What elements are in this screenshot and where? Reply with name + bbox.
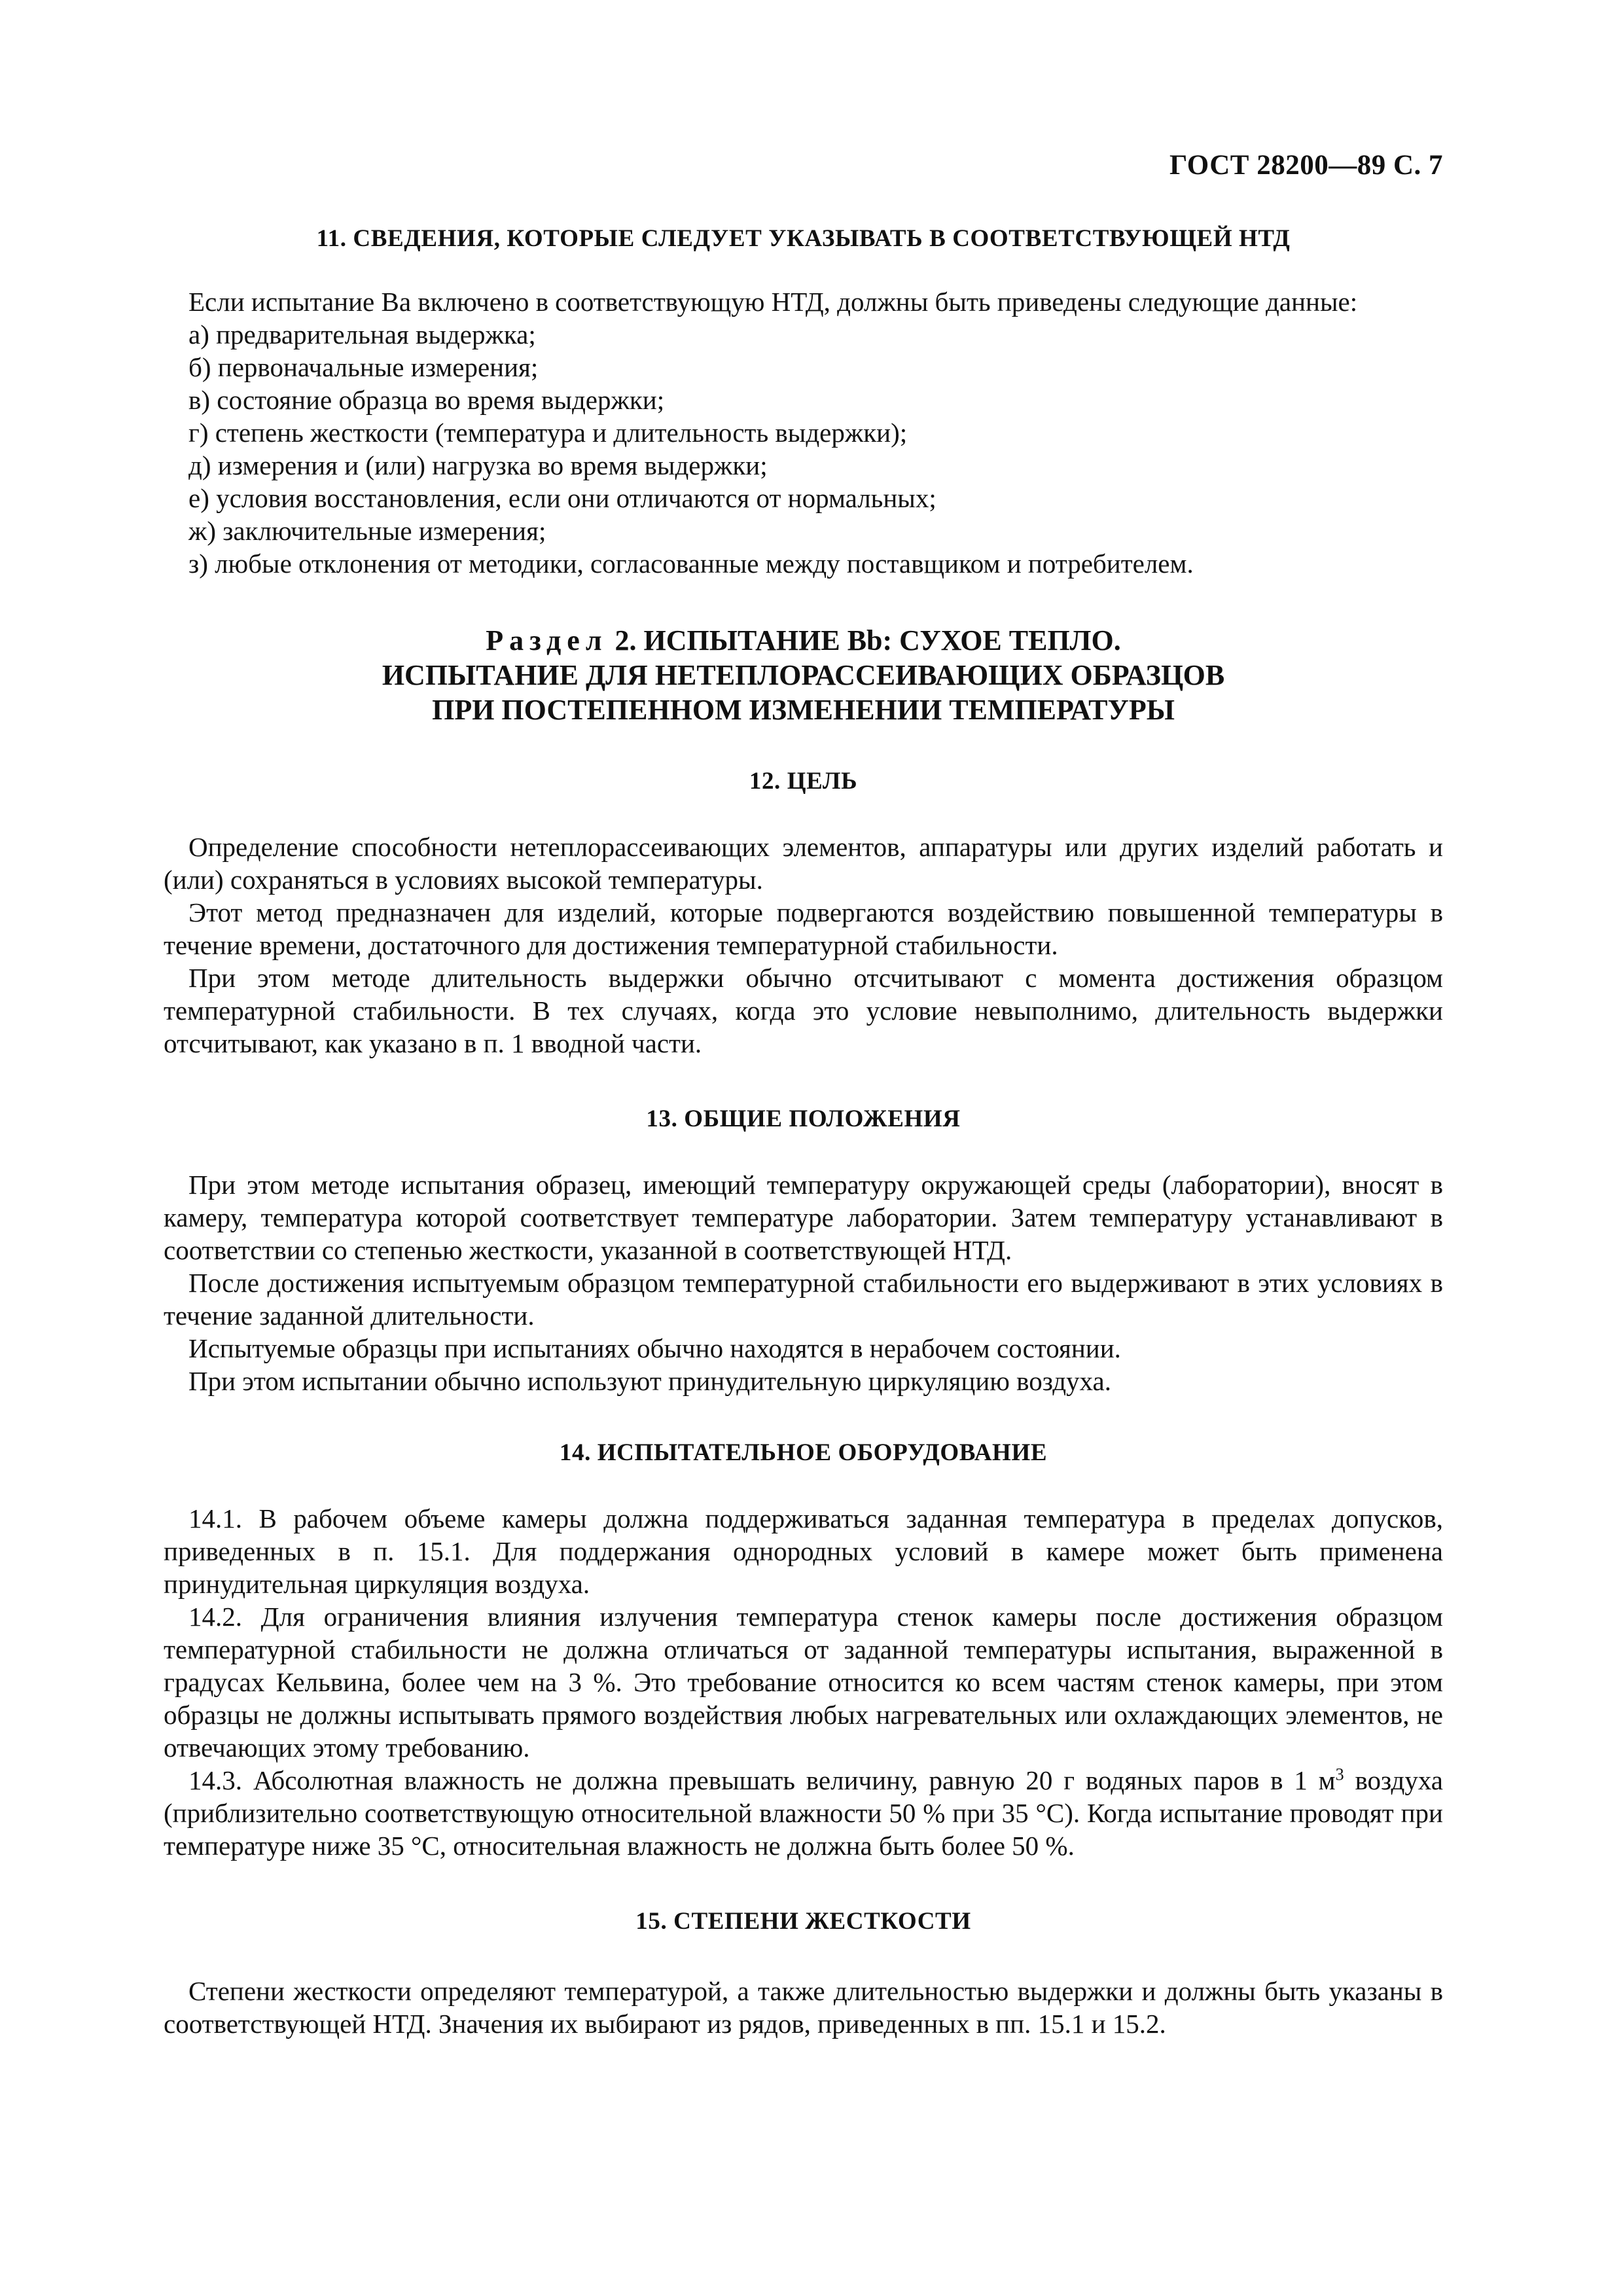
part-2-title-line-1 (164, 623, 1443, 658)
part-2-prefix: Раздел (486, 624, 608, 656)
section-13-title: 13. ОБЩИЕ ПОЛОЖЕНИЯ (646, 1105, 961, 1132)
clause-14-3 (164, 1764, 1443, 1862)
clause-14-2: 14.2. Для ограничения влияния излучения температура стенок камеры после достижения образцом температурной стабильности не должна отличаться от заданной температуры испытания, выраженной в градусах Кельвина, более чем на 3 %. Это требование относится ко всем частям стенок камеры, при этом образцы не должны испытывать прямого воздействия любых нагревательных или охлаждающих элементов, не отвечающих этому требованию. (164, 1602, 1443, 1763)
section-13 (164, 1103, 1443, 1397)
paragraph: При этом методе испытания образец, имеющий температуру окружающей среды (лаборатории), вносят в камеру, температура которой соответствует температуре лаборатории. Затем температуру устанавливают в соответствии со степенью жесткости, указанной в соответствующей НТД. (164, 1170, 1443, 1265)
superscript-3: 3 (1335, 1765, 1344, 1784)
section-12 (164, 765, 1443, 1060)
section-15 (164, 1905, 1443, 2040)
paragraph: Этот метод предназначен для изделий, которые подвергаются воздействию повышенной температуры в течение времени, достаточного для достижения температурной стабильности. (164, 897, 1443, 960)
paragraph: При этом методе длительность выдержки обычно отсчитывают с момента достижения образцом температурной стабильности. В тех случаях, когда это условие невыполнимо, длительность выдержки отсчитывают, как указано в п. 1 вводной части. (164, 963, 1443, 1058)
section-11-intro: Если испытание Ва включено в соответствующую НТД, должны быть приведены следующие данные: (188, 287, 1358, 317)
list-item: б) первоначальные измерения; (188, 352, 539, 382)
list-item: д) измерения и (или) нагрузка во время выдержки; (188, 450, 768, 480)
paragraph: При этом испытании обычно используют принудительную циркуляцию воздуха. (188, 1366, 1111, 1396)
paragraph: Степени жесткости определяют температурой, а также длительностью выдержки и должны быть указаны в соответствующей НТД. Значения их выбирают из рядов, приведенных в пп. 15.1 и 15.2. (164, 1976, 1443, 2039)
paragraph: Определение способности нетеплорассеивающих элементов, аппаратуры или других изделий работать и (или) сохраняться в условиях высокой температуры. (164, 832, 1443, 895)
part-2-title-line-2: ИСПЫТАНИЕ ДЛЯ НЕТЕПЛОРАССЕИВАЮЩИХ ОБРАЗЦОВ (382, 659, 1225, 691)
document-code-header: ГОСТ 28200—89 С. 7 (1169, 150, 1443, 181)
list-item: г) степень жесткости (температура и длительность выдержки); (188, 418, 908, 448)
section-12-title: 12. ЦЕЛЬ (749, 768, 858, 795)
paragraph: Испытуемые образцы при испытаниях обычно находятся в нерабочем состоянии. (188, 1333, 1121, 1363)
list-item: з) любые отклонения от методики, согласованные между поставщиком и потребителем. (188, 548, 1194, 579)
document-body (164, 223, 1443, 2040)
list-item: а) предварительная выдержка; (188, 319, 536, 350)
section-11-title: 11. СВЕДЕНИЯ, КОТОРЫЕ СЛЕДУЕТ УКАЗЫВАТЬ В СООТВЕТСТВУЮЩЕЙ НТД (316, 225, 1291, 252)
section-14 (164, 1437, 1443, 1862)
list-item: ж) заключительные измерения; (188, 516, 546, 546)
clause-14-3-end: воздуха (приблизительно соответствующую относительной влажности 50 % при 35 °С). Когда испытание проводят при температуре ниже 35 °С, относительная влажность не должна быть более 50 %. (164, 1765, 1444, 1861)
clause-14-3-start: 14.3. Абсолютная влажность не должна превышать величину, равную 20 г водяных паров в 1 м (188, 1765, 1336, 1795)
section-11 (164, 223, 1443, 580)
section-15-title: 15. СТЕПЕНИ ЖЕСТКОСТИ (635, 1908, 971, 1935)
part-2-title-line-3: ПРИ ПОСТЕПЕННОМ ИЗМЕНЕНИИ ТЕМПЕРАТУРЫ (432, 694, 1175, 726)
paragraph: После достижения испытуемым образцом температурной стабильности его выдерживают в этих условиях в течение заданной длительности. (164, 1268, 1443, 1331)
section-14-title: 14. ИСПЫТАТЕЛЬНОЕ ОБОРУДОВАНИЕ (559, 1439, 1048, 1466)
clause-14-1: 14.1. В рабочем объеме камеры должна поддерживаться заданная температура в пределах допусков, приведенных в п. 15.1. Для поддержания однородных условий в камере может быть применена принудительная циркуляция воздуха. (164, 1503, 1443, 1599)
list-item: в) состояние образца во время выдержки; (188, 385, 665, 415)
list-item: е) условия восстановления, если они отличаются от нормальных; (188, 483, 936, 513)
part-2-title (164, 623, 1443, 727)
part-2-title-text: 2. ИСПЫТАНИЕ Bb: СУХОЕ ТЕПЛО. (607, 624, 1121, 656)
